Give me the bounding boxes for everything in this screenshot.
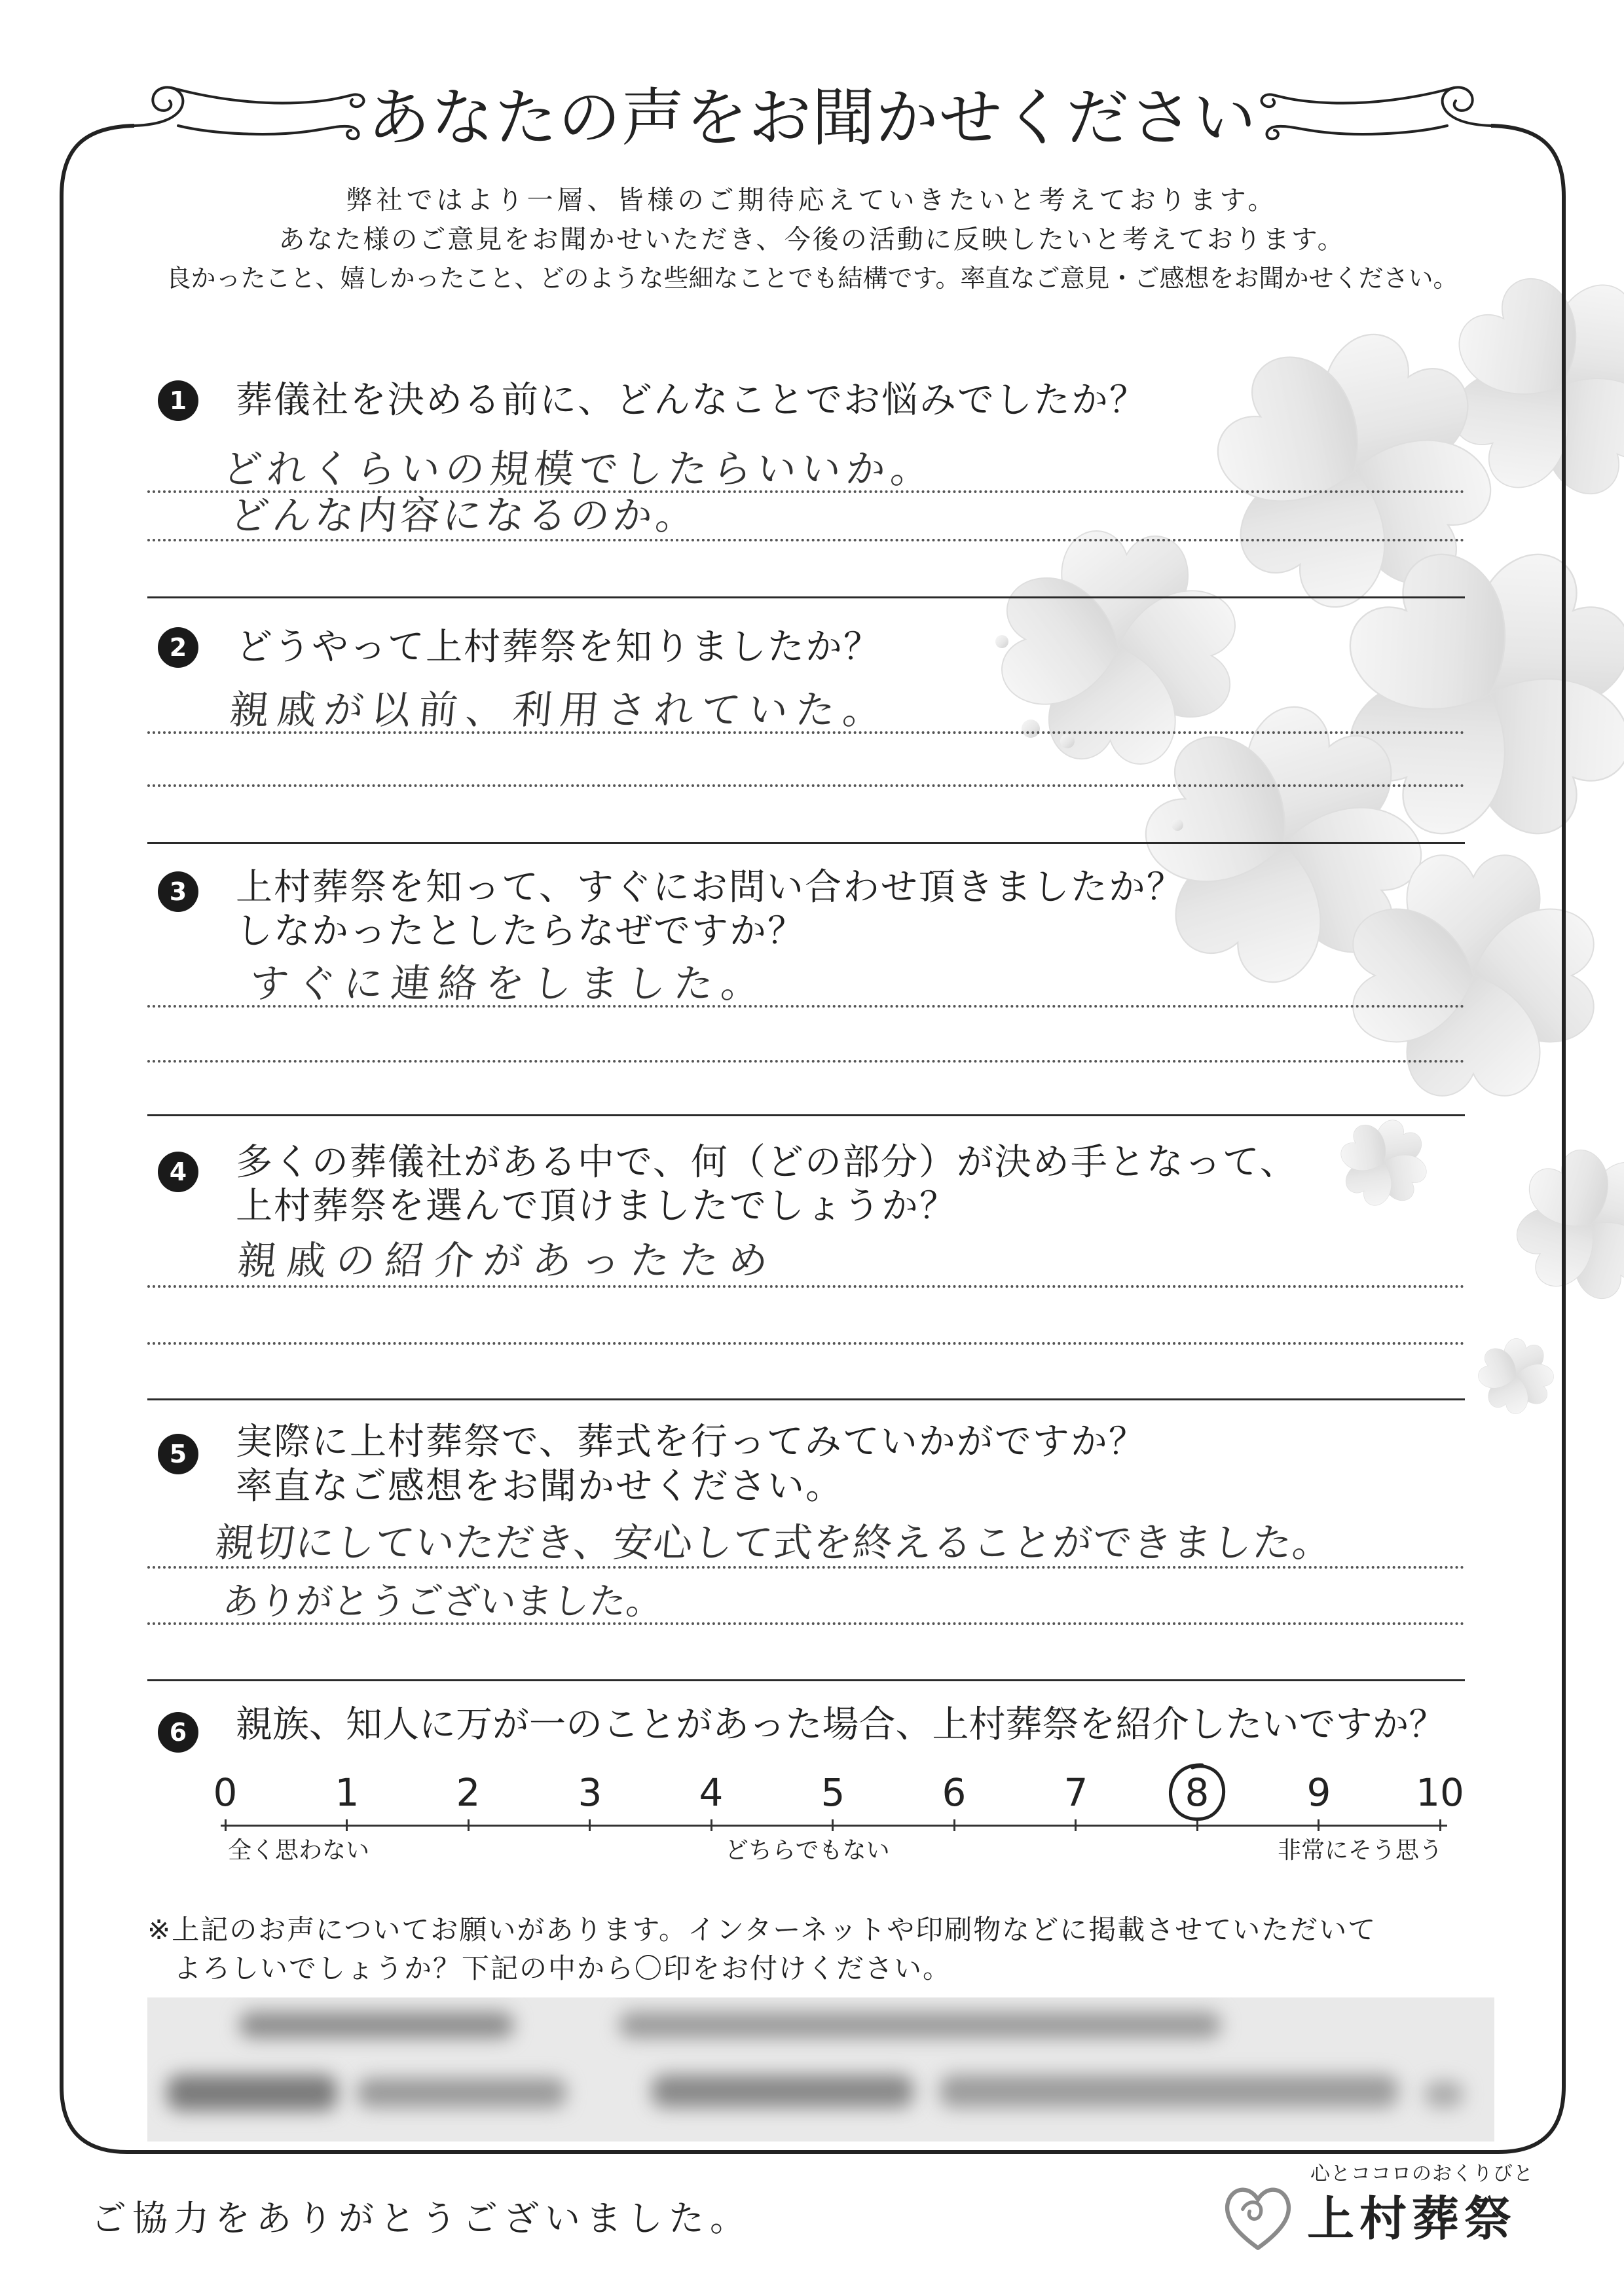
answer-dotted-line [147, 539, 1465, 541]
question-number-badge: 1 [158, 380, 198, 421]
question-text: 葬儀社を決める前に、どんなことでお悩みでしたか？ [236, 379, 1147, 422]
answer-dotted-line [147, 1342, 1465, 1345]
rating-scale-line [221, 1825, 1447, 1827]
section-divider [147, 1679, 1465, 1681]
question-text: しなかったとしたらなぜですか？ [236, 910, 805, 953]
scale-tick [1075, 1819, 1077, 1831]
scale-tick [468, 1819, 470, 1831]
scale-value: 3 [578, 1770, 602, 1815]
answer-dotted-line [147, 1060, 1465, 1063]
company-tagline: 心とココロのおくりびと [1310, 2162, 1534, 2185]
handwritten-answer: 親戚の紹介があったため [236, 1238, 780, 1284]
scale-value: 6 [942, 1770, 967, 1815]
answer-dotted-line [147, 731, 1465, 734]
question-text: 上村葬祭を選んで頂けましたでしょうか？ [236, 1185, 957, 1228]
scale-tick [225, 1819, 227, 1831]
scale-value: 8 [1185, 1770, 1209, 1815]
scale-tick [1318, 1819, 1320, 1831]
section-divider [147, 1398, 1465, 1400]
scale-label-high: 非常にそう思う [1278, 1837, 1443, 1864]
handwritten-answer: 親戚が以前、利用されていた。 [228, 687, 893, 733]
scale-label-mid: どちらでもない [725, 1837, 890, 1864]
scale-value: 5 [821, 1770, 845, 1815]
question-text: 親族、知人に万が一のことがあった場合、上村葬祭を紹介したいですか？ [236, 1704, 1446, 1746]
question-number-badge: 2 [158, 627, 198, 668]
answer-dotted-line [147, 1285, 1465, 1288]
answer-dotted-line [147, 1622, 1465, 1625]
section-divider [147, 596, 1465, 598]
blurred-consent-options [147, 1997, 1494, 2141]
question-text: どうやって上村葬祭を知りましたか？ [236, 626, 881, 668]
handwritten-answer: どれくらいの規模でしたらいいか。 [221, 446, 938, 492]
scale-value: 4 [699, 1770, 724, 1815]
intro-line: 弊社ではより一層、皆様のご期待応えていきたいと考えております。 [346, 185, 1278, 215]
scale-label-low: 全く思わない [228, 1837, 370, 1864]
thanks-message: ご協力をありがとうございました。 [91, 2198, 751, 2239]
scale-value: 0 [213, 1770, 238, 1815]
intro-line: 良かったこと、嬉しかったこと、どのような些細なことでも結構です。率直なご意見・ご感想をお聞かせください。 [166, 264, 1458, 293]
scale-tick [1439, 1819, 1441, 1831]
page-title: あなたの声をお聞かせください [367, 81, 1257, 155]
question-text: 多くの葬儀社がある中で、何（どの部分）が決め手となって、 [236, 1141, 1298, 1184]
question-number-badge: 6 [158, 1712, 198, 1753]
intro-line: あなた様のご意見をお聞かせいただき、今後の活動に反映したいと考えております。 [278, 225, 1346, 255]
scale-tick [589, 1819, 591, 1831]
scale-value: 2 [456, 1770, 481, 1815]
handwritten-answer: ありがとうございました。 [221, 1580, 665, 1623]
heart-logo-icon [1222, 2180, 1294, 2252]
handwritten-answer: 親切にしていただき、安心して式を終えることができました。 [213, 1520, 1335, 1566]
question-text: 実際に上村葬祭で、葬式を行ってみていかがですか？ [236, 1421, 1147, 1463]
scale-value: 10 [1416, 1770, 1464, 1815]
publication-note: よろしいでしょうか？下記の中から〇印をお付けください。 [174, 1952, 952, 1984]
question-number-badge: 4 [158, 1152, 198, 1192]
question-number-badge: 3 [158, 871, 198, 912]
scale-tick [710, 1819, 712, 1831]
question-text: 上村葬祭を知って、すぐにお問い合わせ頂きましたか？ [236, 866, 1185, 909]
selected-rating-circle [1163, 1758, 1231, 1827]
company-logo-text: 上村葬祭 [1307, 2191, 1517, 2246]
scale-tick [953, 1819, 955, 1831]
scale-tick [832, 1819, 834, 1831]
answer-dotted-line [147, 784, 1465, 787]
question-number-badge: 5 [158, 1434, 198, 1474]
answer-dotted-line [147, 1005, 1465, 1008]
handwritten-answer: すぐに連絡をしました。 [248, 961, 771, 1007]
scale-value: 9 [1306, 1770, 1331, 1815]
handwritten-answer: どんな内容になるのか。 [228, 493, 701, 539]
question-text: 率直なご感想をお聞かせください。 [236, 1465, 843, 1508]
answer-dotted-line [147, 1566, 1465, 1569]
scale-tick [346, 1819, 348, 1831]
section-divider [147, 1114, 1465, 1116]
scale-value: 1 [335, 1770, 360, 1815]
publication-note: ※上記のお声についてお願いがあります。インターネットや印刷物などに掲載させていただいて [147, 1914, 1377, 1946]
scale-value: 7 [1063, 1770, 1088, 1815]
section-divider [147, 842, 1465, 844]
